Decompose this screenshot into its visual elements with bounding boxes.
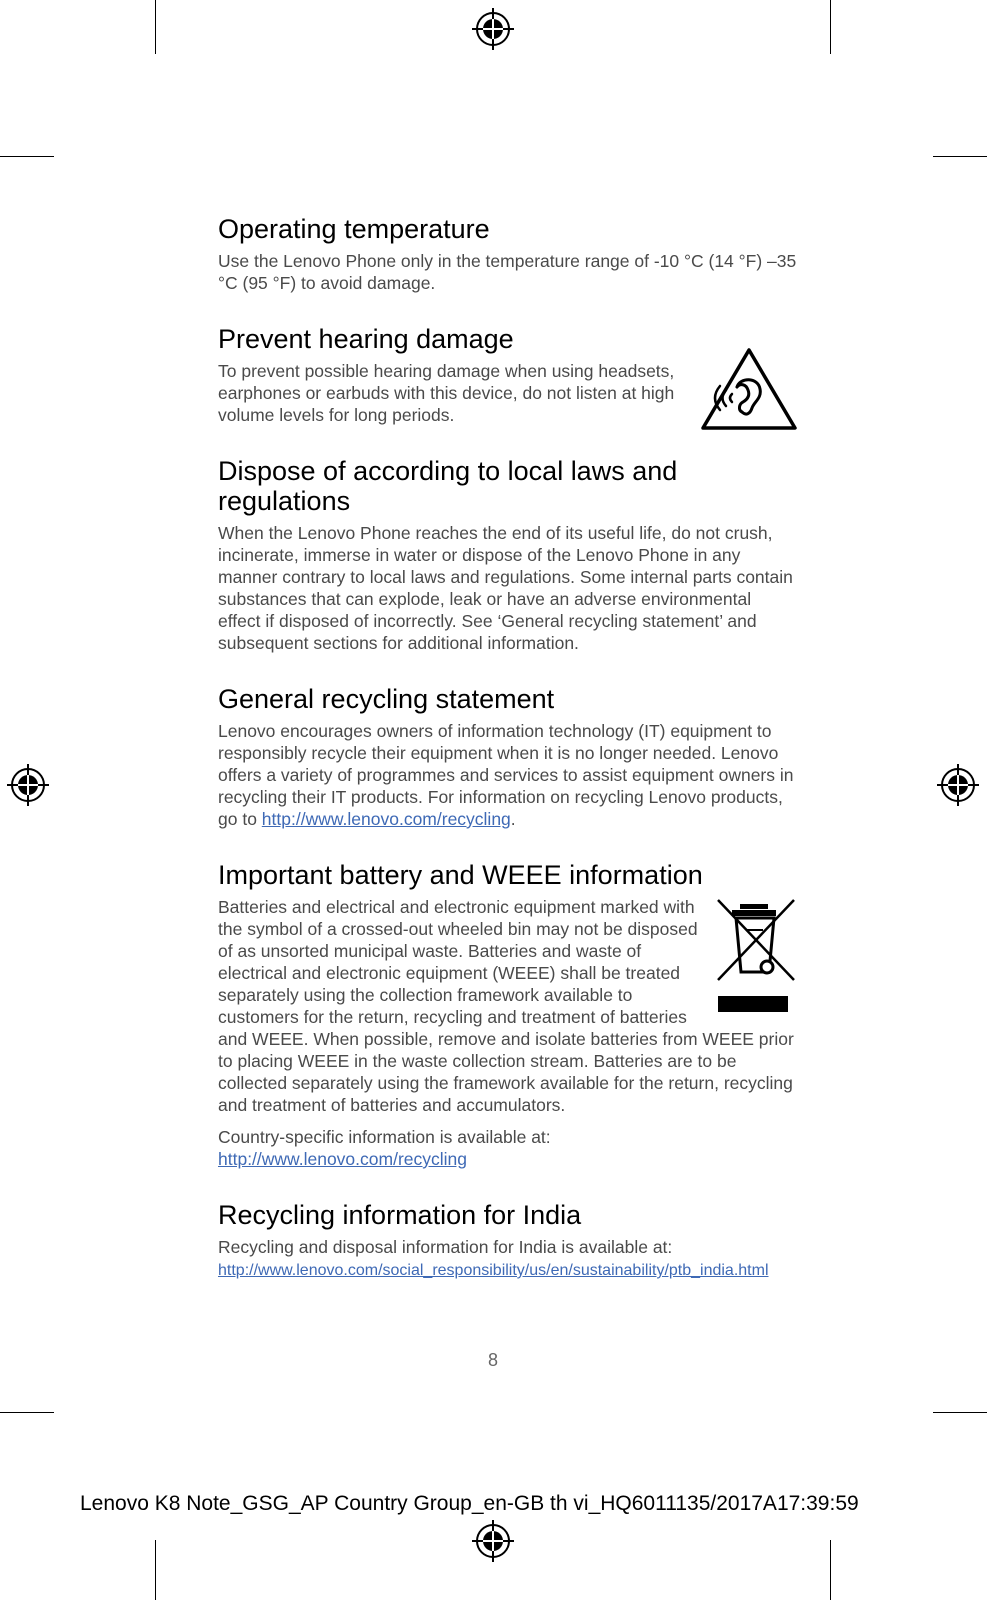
registration-mark-icon bbox=[937, 764, 979, 806]
section-operating-temperature bbox=[218, 214, 798, 294]
registration-mark-icon bbox=[472, 1520, 514, 1562]
section-heading: Important battery and WEEE information bbox=[218, 860, 703, 890]
body-text-end: . bbox=[510, 809, 516, 829]
section-body: To prevent possible hearing damage when using headsets, earphones or earbuds with this device, do not listen at high volume levels for long periods. bbox=[218, 361, 675, 425]
india-link-line bbox=[218, 1258, 798, 1282]
crop-mark bbox=[933, 156, 987, 157]
crop-mark bbox=[830, 1540, 831, 1600]
section-body bbox=[218, 720, 798, 830]
section-heading: Dispose of according to local laws and regulations bbox=[218, 456, 678, 516]
crossed-out-wheeled-bin-icon bbox=[714, 896, 798, 1014]
section-heading: Operating temperature bbox=[218, 214, 490, 244]
section-battery-weee bbox=[218, 860, 798, 1170]
page-number: 8 bbox=[487, 1350, 498, 1370]
body-text: Lenovo encourages owners of information technology (IT) equipment to responsibly recycle their equipment when it is no longer needed. Lenovo offers a variety of programmes and services to assist equipment owners in recycling their IT products. For information on recycling Lenovo products, go to bbox=[218, 721, 794, 829]
section-dispose bbox=[218, 456, 798, 654]
section-heading: Recycling information for India bbox=[218, 1200, 582, 1230]
main-content bbox=[218, 214, 798, 1282]
section-body: Use the Lenovo Phone only in the temperature range of -10 °C (14 °F) –35 °C (95 °F) to avoid damage. bbox=[218, 251, 797, 293]
section-heading: Prevent hearing damage bbox=[218, 324, 514, 354]
country-info-text: Country-specific information is available at: bbox=[218, 1127, 551, 1147]
india-recycling-link[interactable]: http://www.lenovo.com/social_responsibility/us/en/sustainability/ptb_india.html bbox=[218, 1262, 769, 1279]
section-heading: General recycling statement bbox=[218, 684, 555, 714]
country-info-link-line bbox=[218, 1148, 798, 1170]
registration-mark-icon bbox=[7, 764, 49, 806]
hearing-warning-icon bbox=[700, 346, 798, 432]
registration-mark-icon bbox=[472, 8, 514, 50]
section-general-recycling bbox=[218, 684, 798, 830]
crop-mark bbox=[0, 1412, 54, 1413]
crop-mark bbox=[155, 1540, 156, 1600]
country-recycling-link[interactable]: http://www.lenovo.com/recycling bbox=[218, 1149, 467, 1169]
crop-mark bbox=[830, 0, 831, 54]
section-india-recycling bbox=[218, 1200, 798, 1282]
print-slug-footer: Lenovo K8 Note_GSG_AP Country Group_en-GB th vi_HQ6011135/2017A17:39:59 bbox=[80, 1492, 859, 1515]
crop-mark bbox=[933, 1412, 987, 1413]
section-body: Batteries and electrical and electronic equipment marked with the symbol of a crossed-out wheeled bin may not be disposed of as unsorted municipal waste. Batteries and waste of electrical and electronic equipment (WEEE) shall be treated separately using the collection framework available to customers for the return, recycling and treatment of batteries and WEEE. When possible, remove and isolate batteries from WEEE prior to placing WEEE in the waste collection stream. Batteries are to be collected separately using the framework available for the return, recycling and treatment of batteries and accumulators. bbox=[218, 897, 794, 1115]
crop-mark bbox=[155, 0, 156, 54]
crop-mark bbox=[0, 156, 54, 157]
section-body: When the Lenovo Phone reaches the end of its useful life, do not crush, incinerate, immerse in water or dispose of the Lenovo Phone in any manner contrary to local laws and regulations. Some internal parts contain substances that can explode, leak or have an adverse environmental effect if disposed of incorrectly. See ‘General recycling statement’ and subsequent sections for additional information. bbox=[218, 523, 793, 653]
section-prevent-hearing-damage bbox=[218, 324, 798, 426]
recycling-link[interactable]: http://www.lenovo.com/recycling bbox=[261, 809, 511, 829]
section-body: Recycling and disposal information for India is available at: bbox=[218, 1237, 673, 1257]
